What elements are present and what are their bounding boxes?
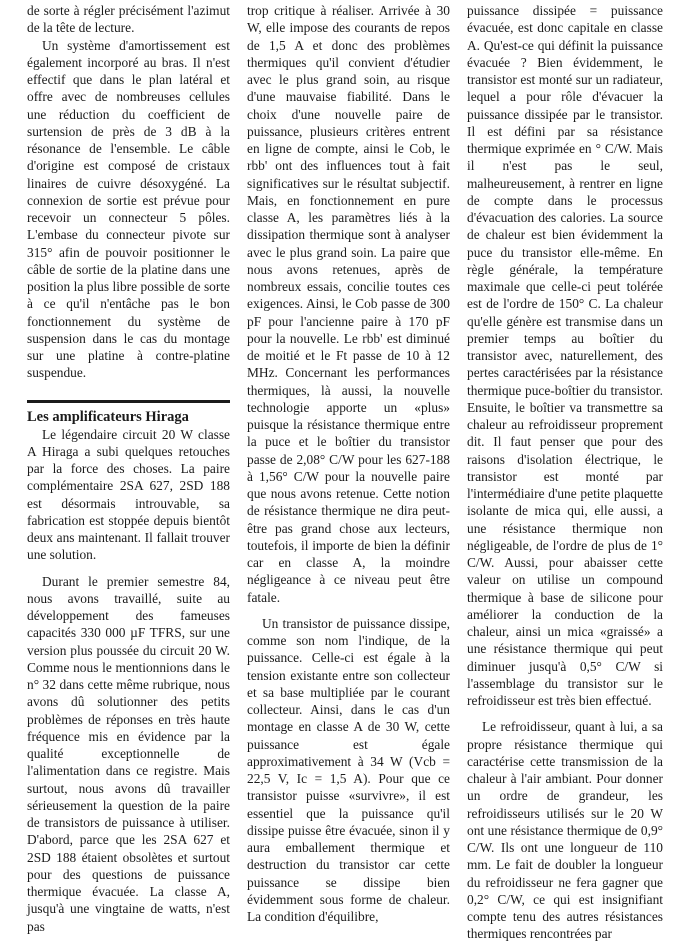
paragraph: Le légendaire circuit 20 W classe A Hiraga a subi quelques retouches par la force des choses. La paire complémentaire 2SA 627, 2SD 188 est désormais introuvable, sa fabrication est stoppée depuis bientôt deux ans maintenant. Il fallait trouver une solution. (27, 426, 230, 563)
paragraph: puissance dissipée = puissance évacuée, est donc capitale en classe A. Qu'est-ce qui définit la puissance évacuée ? Bien évidemment, le transistor est monté sur un radiateur, lequel a pour rôle d'évacuer la puissance dissipée par le transistor. Il est défini par sa résistance thermique exprimée en ° C/W. Mais il n'est pas le seul, malheureusement, à rentrer en ligne de compte dans le processus d'évacuation des calories. La source de chaleur est bien évidemment la puce du transistor elle-même. En règle générale, la température maximale que celle-ci peut tolérée est de l'ordre de 150° C. La chaleur qu'elle génère est transmise dans un premier temps au boîtier du transistor avec, naturellement, des pertes caractérisées par la résistance thermique puce-boîtier du transistor. Ensuite, le boîtier va transmettre sa chaleur au refroidisseur proprement dit. Il faut penser que pour des raisons d'isolation électrique, le transistor est monté par l'intermédiaire d'une petite plaquette isolante de mica qui, elle aussi, a une résistance thermique non négligeable, de l'ordre de plus de 1° C/W. Aussi, pour abaisser cette valeur on utilise un compound thermique à base de silicone pour améliorer la conduction de la chaleur, ainsi un mica «graissé» a une résistance thermique qui peut diminuer jusqu'à 0,5° C/W si l'assemblage du transistor sur le refroidisseur est très bien effectué. (467, 3, 663, 708)
column-1 (27, 2, 230, 935)
section-heading: Les amplificateurs Hiraga (27, 408, 189, 425)
column-2 (247, 2, 450, 925)
paragraph: de sorte à régler précisément l'azimut de la tête de lecture. (27, 3, 230, 36)
paragraph: Un transistor de puissance dissipe, comme son nom l'indique, de la puissance. Celle-ci est égale à la tension existante entre son collecteur et sa base multipliée par le courant collecteur. Ainsi, dans le cas d'un montage en classe A de 30 W, cette puissance est égale approximativement à 34 W (Vcb = 22,5 V, Ic = 1,5 A). Pour que ce transistor puisse «survivre», il est essentiel que la puissance qu'il dissipe puisse être évacuée, sinon il y aura emballement thermique et destruction du transistor car cette puissance se dissipe bien évidemment sous forme de chaleur. La condition d'équilibre, (247, 615, 450, 924)
section-divider (27, 400, 230, 403)
paragraph: Le refroidisseur, quant à lui, a sa propre résistance thermique qui caractérise cette transmission de la chaleur à l'air ambiant. Pour donner un ordre de grandeur, les refroidisseurs utilisés sur le 20 W ont une résistance thermique de 0,9° C/W. Ils ont une longueur de 110 mm. Le fait de doubler la longueur du refroidisseur ne fera gagner que 0,2° C/W, ce qui est insignifiant compte tenu des autres résistances thermiques rencontrées par (467, 719, 663, 942)
paragraph: Un système d'amortissement est également incorporé au bras. Il n'est effectif que dans le plan latéral et offre avec de nombreuses cellules une réduction du coefficient de surtension de près de 3 dB à la résonance de l'ensemble. Le câble d'origine est composé de cristaux linaires de cuivre désoxygéné. La connexion de sortie est prévue pour recevoir un connecteur 5 pôles. L'embase du connecteur pivote sur 315° afin de pouvoir positionner le câble de sortie de la platine dans une position la plus libre possible de sorte à ce qu'il n'entâche pas le bon fonctionnement du système de suspension dans le cas du montage sur une platine à contre-platine suspendue. (27, 37, 230, 381)
paragraph: Durant le premier semestre 84, nous avons travaillé, suite au développement des fameuses capacités 330 000 µF TFRS, sur une version plus poussée du circuit 20 W. Comme nous le mentionnions dans le n° 32 dans cette même rubrique, nous avons dû solutionner des petits problèmes de réponses en très haute fréquence mis en évidence par la qualité exceptionnelle de l'alimentation dans ce registre. Mais surtout, nous avons dû travailler sérieusement la question de la paire de transistors de puissance à utiliser. D'abord, parce que les 2SA 627 et 2SD 188 étaient obsolètes et surtout pour des questions de puissance thermique évacuée. La classe A, jusqu'à une vingtaine de watts, n'est pas (27, 573, 230, 934)
paragraph: trop critique à réaliser. Arrivée à 30 W, elle impose des courants de repos de 1,5 A et donc des problèmes thermiques qu'il convient d'étudier avec le plus grand soin, au risque d'une mauvaise fiabilité. Dans le choix d'une nouvelle paire de puissance, plusieurs critères entrent en ligne de compte, ainsi le Cob, le rbb' ont des influences tout à fait significatives sur le résultat subjectif. Mais, en fonctionnement en pure classe A, les paramètres liés à la dissipation thermique sont à analyser avec le plus grand soin. La paire que nous avons retenues, après de nombreux essais, concilie toutes ces exigences. Ainsi, le Cob passe de 300 pF pour l'ancienne paire à 170 pF pour la nouvelle. Le rbb' est diminué de moitié et le Ft passe de 10 à 12 MHz. Concernant les performances thermiques, là aussi, la nouvelle technologie apporte un «plus» puisque la résistance thermique entre la puce et le boîtier du transistor passe de 2,08° C/W pour les 627-188 à 1,56° C/W pour la nouvelle paire que nous avons retenue. Cette notion de résistance thermique ne dira peut-être pas grand chose aux lecteurs, toutefois, il importe de bien la définir car en classe A, la moindre négligeance à ce niveau peut être fatale. (247, 3, 450, 605)
column-3 (467, 2, 663, 943)
